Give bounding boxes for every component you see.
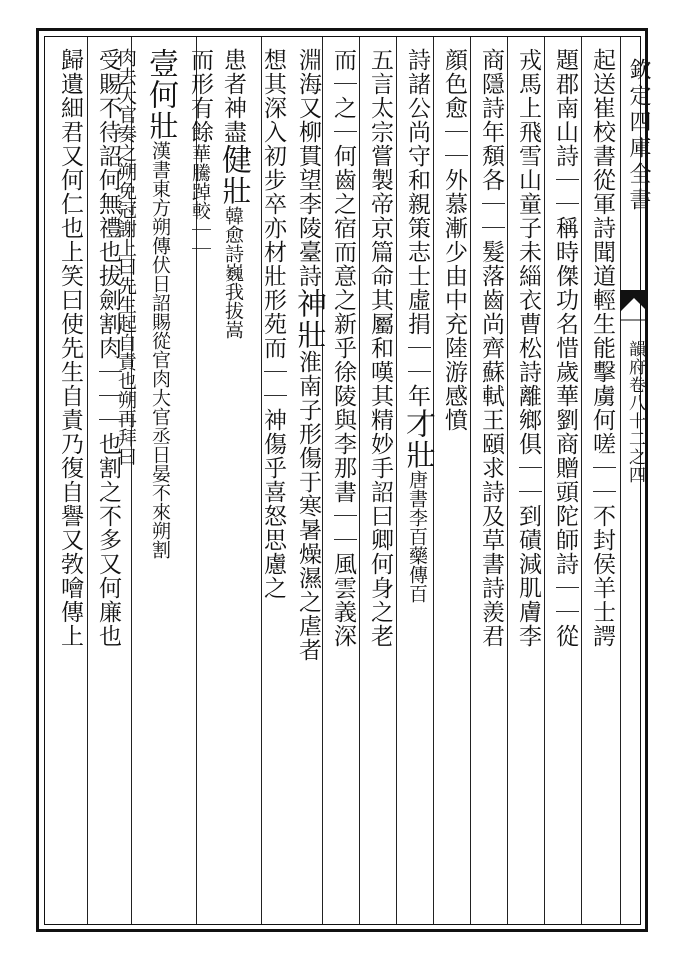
text-segment: 五言太宗嘗製帝京篇命其屬和嘆其精妙手詔曰卿何身之老	[367, 48, 393, 648]
volume-label: 卷八十二之四	[625, 376, 645, 484]
book-title: 韻府	[625, 340, 645, 376]
text-segment: 漢書東方朔傳伏日詔賜從官肉大官丞日晏不來朔割	[149, 141, 171, 559]
text-column	[215, 48, 251, 339]
text-column	[325, 48, 361, 648]
text-segment: 商隱詩年頽各｜｜髮落齒尚齊蘇軾王頤求詩及草書詩羨君	[478, 48, 504, 648]
text-segment: 題郡南山詩｜｜稱時傑功名惜歲華劉商贈頭陀師詩｜｜從	[552, 48, 578, 648]
headword: 神壯	[291, 288, 326, 350]
text-segment: 淵海又柳貫望李陵臺詩	[295, 48, 321, 288]
text-segment: 受賜不待詔何無禮也拔劍割肉｜｜｜也割之不多又何廉也	[95, 48, 121, 648]
text-segment: 華騰踔較｜｜	[189, 144, 211, 258]
headword: 壹何壯	[143, 48, 178, 141]
text-column	[399, 48, 435, 603]
library-title: 欽定四庫全書	[626, 58, 651, 214]
headword: 才壯	[400, 408, 435, 470]
text-column	[90, 48, 126, 648]
text-segment: 詩諸公尚守和親策志士虛捐｜｜年	[404, 48, 430, 408]
text-segment: 形苑而｜｜神傷乎喜怒思慮之	[260, 288, 286, 600]
text-column	[362, 48, 398, 648]
text-column	[142, 48, 178, 559]
text-column	[290, 48, 326, 662]
margin-subtitle	[624, 340, 646, 484]
text-segment: 而｜之｜何齒之宿而意之新乎徐陵與李那書｜｜風雲義深	[330, 48, 356, 648]
text-column	[182, 48, 218, 258]
text-segment: 顔色愈｜｜外慕漸少由中充陸游感憤	[441, 48, 467, 432]
fish-tail-mark-icon	[620, 290, 648, 330]
text-segment: 唐書李百藥傳百	[406, 470, 428, 603]
text-segment: 起送崔校書從軍詩聞道輕生能擊虜何嗟｜｜不封侯羊士諤	[589, 48, 615, 648]
text-column	[255, 48, 291, 600]
text-segment: 而形有餘	[187, 48, 213, 144]
text-column	[547, 48, 583, 648]
text-column	[436, 48, 472, 432]
text-segment: 淮南子形傷于寒暑燥濕之虐者	[295, 350, 321, 662]
text-column	[473, 48, 509, 648]
headword: 健壯	[216, 144, 251, 206]
text-segment: 肉去大官奏之朔免冠謝上曰先生起自責也朔再拜曰	[115, 48, 137, 466]
text-segment: 韓愈詩巍我拔嵩	[222, 206, 244, 339]
text-segment: 戎馬上飛雪山童子未緇衣曹松詩離鄉俱｜｜到磧減肌膚李	[515, 48, 541, 648]
text-column	[510, 48, 546, 648]
text-segment: 歸遺細君又何仁也上笑曰使先生自責乃復自譽又㪍噲傳上	[57, 48, 83, 648]
text-segment: 患者神盡	[220, 48, 246, 144]
text-segment: 想其深入初步卒亦材壯	[260, 48, 286, 288]
text-column	[52, 48, 88, 648]
text-column	[584, 48, 620, 648]
